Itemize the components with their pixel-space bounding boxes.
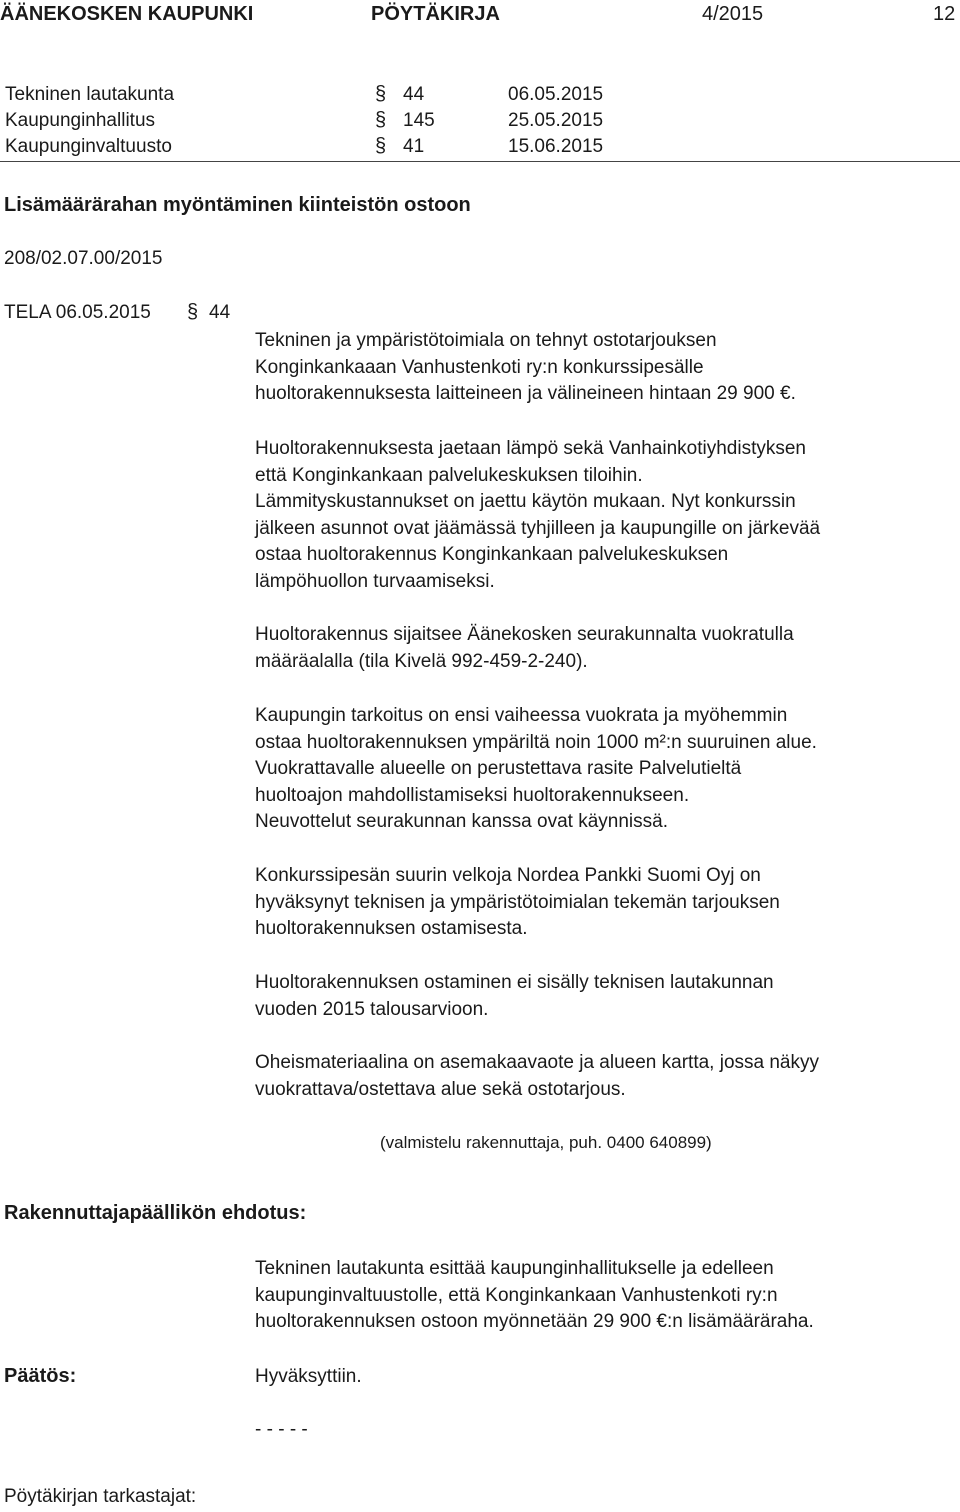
- body-paragraph-4: [255, 703, 955, 836]
- text-line: huoltorakennuksen ostamisesta.: [255, 918, 528, 939]
- text-line: jälkeen asunnot ovat jäämässä tyhjilleen ja kaupungille on järkevää: [255, 517, 821, 539]
- header-divider: [0, 161, 960, 162]
- tela-label: TELA 06.05.2015: [4, 302, 151, 323]
- text-line: huoltorakennuksesta laitteineen ja välineineen hintaan 29 900 €.: [255, 383, 796, 404]
- proceedings-number: 44: [403, 84, 425, 105]
- tela-number: 44: [209, 302, 231, 323]
- text-line: Neuvottelut seurakunnan kanssa ovat käynnissä.: [255, 811, 668, 832]
- proceedings-number: 145: [403, 110, 435, 131]
- text-line: Oheismateriaalina on asemakaavaote ja alueen kartta, jossa näkyy: [255, 1052, 819, 1073]
- text-line: hyväksynyt teknisen ja ympäristötoimialan tekemän tarjouksen: [255, 891, 780, 913]
- decision-text: Hyväksyttiin.: [255, 1366, 362, 1387]
- body-paragraph-2: [255, 436, 955, 595]
- text-line: Kaupungin tarkoitus on ensi vaiheessa vuokrata ja myöhemmin: [255, 705, 788, 726]
- text-line: Vuokrattavalle alueelle on perustettava rasite Palvelutieltä: [255, 758, 742, 779]
- section-mark-icon: §: [187, 301, 199, 323]
- text-line: kaupunginvaltuustolle, että Konginkankaan Vanhustenkoti ry:n: [255, 1284, 778, 1306]
- item-title: Lisämäärärahan myöntäminen kiinteistön ostoon: [4, 194, 471, 216]
- text-line: ostaa huoltorakennuksen ympäriltä noin 1000 m²:n suuruinen alue.: [255, 731, 817, 753]
- text-line: lämpöhuollon turvaamiseksi.: [255, 570, 495, 592]
- proposal-text: [255, 1256, 955, 1336]
- text-line: määräalalla (tila Kivelä 992-459-2-240).: [255, 650, 588, 672]
- proposal-heading: Rakennuttajapäällikön ehdotus:: [4, 1202, 307, 1224]
- inspectors-label: Pöytäkirjan tarkastajat:: [4, 1486, 197, 1507]
- text-line: Tekninen ja ympäristötoimiala on tehnyt ostotarjouksen: [255, 330, 717, 351]
- text-line: että Konginkankaan palvelukeskuksen tiloihin.: [255, 464, 643, 486]
- proceedings-body: Kaupunginvaltuusto: [5, 136, 172, 157]
- body-paragraph-7: [255, 1050, 955, 1103]
- proceedings-date: 25.05.2015: [508, 110, 604, 131]
- text-line: Tekninen lautakunta esittää kaupunginhallitukselle ja edelleen: [255, 1258, 774, 1279]
- section-mark-icon: §: [375, 109, 387, 131]
- body-paragraph-5: [255, 863, 955, 943]
- proceedings-date: 06.05.2015: [508, 84, 604, 105]
- municipality-name: ÄÄNEKOSKEN KAUPUNKI: [0, 3, 254, 25]
- body-paragraph-6: [255, 970, 955, 1023]
- proceedings-date: 15.06.2015: [508, 136, 604, 157]
- separator: - - - - -: [255, 1419, 308, 1440]
- text-line: Huoltorakennuksen ostaminen ei sisälly teknisen lautakunnan: [255, 972, 774, 993]
- section-mark-icon: §: [375, 83, 387, 105]
- issue-number: 4/2015: [702, 3, 764, 25]
- body-paragraph-3: [255, 622, 955, 675]
- text-line: Huoltorakennus sijaitsee Äänekosken seurakunnalta vuokratulla: [255, 624, 794, 645]
- section-mark-icon: §: [375, 135, 387, 157]
- text-line: Konkurssipesän suurin velkoja Nordea Pankki Suomi Oyj on: [255, 865, 761, 886]
- text-line: huoltorakennuksen ostoon myönnetään 29 900 €:n lisämääräraha.: [255, 1311, 814, 1332]
- text-line: huoltoajon mahdollistamiseksi huoltorakennukseen.: [255, 784, 690, 806]
- text-line: Konginkankaaan Vanhustenkoti ry:n konkurssipesälle: [255, 356, 704, 378]
- page-number: 12: [933, 3, 956, 25]
- text-line: vuokrattava/ostettava alue sekä ostotarjous.: [255, 1078, 626, 1100]
- proceedings-number: 41: [403, 136, 425, 157]
- reference-number: 208/02.07.00/2015: [4, 248, 163, 269]
- proceedings-body: Tekninen lautakunta: [5, 84, 175, 105]
- decision-heading: Päätös:: [4, 1365, 77, 1387]
- proceedings-body: Kaupunginhallitus: [5, 110, 156, 131]
- document-type: PÖYTÄKIRJA: [371, 3, 500, 25]
- text-line: vuoden 2015 talousarvioon.: [255, 998, 489, 1020]
- text-line: ostaa huoltorakennus Konginkankaan palvelukeskuksen: [255, 544, 729, 565]
- preparer-note: (valmistelu rakennuttaja, puh. 0400 640899): [380, 1133, 712, 1152]
- body-paragraph-1: [255, 328, 955, 408]
- text-line: Huoltorakennuksesta jaetaan lämpö sekä Vanhainkotiyhdistyksen: [255, 438, 806, 459]
- text-line: Lämmityskustannukset on jaettu käytön mukaan. Nyt konkurssin: [255, 491, 796, 512]
